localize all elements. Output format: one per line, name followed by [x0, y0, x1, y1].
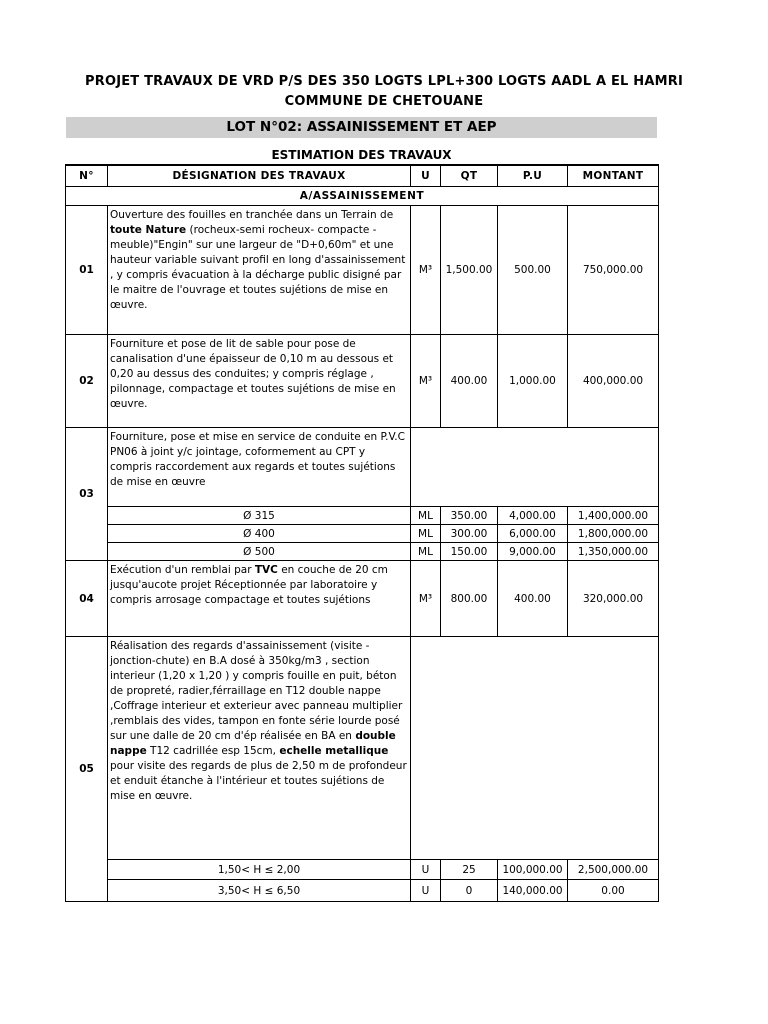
item-qty: 1,500.00: [441, 206, 498, 335]
table-row-item04: [66, 561, 659, 637]
item-empty-cell: [411, 637, 659, 860]
desc-text: (rocheux-semi rocheux- compacte - meuble)"Engin" sur une largeur de "D+0,60m" et une hauteur variable suivant profil en long d'assainissement , y compris évacuation à la décharge public disigné par le maitre de l'ouvrage et toutes sujétions de mise en œuvre.: [110, 224, 406, 311]
desc-text: Réalisation des regards d'assainissement (visite - jonction-chute) en B.A dosé à 350kg/m3 , section interieur (1,20 x 1,20 ) y compris fouille en puit, béton de propreté, radier,férraillage en T12 double nappe ,Coffrage interieur et exterieur avec panneau multiplier ,remblais des vides, tampon en fonte série lourde posé sur une dalle de 20 cm d'ép réalisée en BA en: [110, 640, 403, 742]
desc-bold-text: toute Nature: [110, 224, 187, 236]
item-number: 03: [66, 428, 108, 561]
header-price: P.U: [498, 165, 568, 187]
document-title-line2: COMMUNE DE CHETOUANE: [284, 94, 484, 109]
section-title: A/ASSAINISSEMENT: [66, 187, 659, 206]
item-description: [108, 206, 411, 335]
table-row-item05: [66, 637, 659, 860]
sub-label: Ø 315: [108, 507, 411, 525]
table-row-item02: [66, 335, 659, 428]
item-unit: M³: [411, 561, 441, 637]
sub-qty: 150.00: [441, 543, 498, 561]
desc-text: pour visite des regards de plus de 2,50 m de profondeur et enduit étanche à l'intérieur et toutes sujétions de mise en œuvre.: [110, 760, 407, 802]
item-amount: 320,000.00: [568, 561, 659, 637]
item-price: 500.00: [498, 206, 568, 335]
table-row-sub: [66, 860, 659, 880]
desc-text: Ouverture des fouilles en tranchée dans un Terrain de: [110, 209, 394, 221]
header-amount: MONTANT: [568, 165, 659, 187]
sub-unit: ML: [411, 543, 441, 561]
header-qty: QT: [441, 165, 498, 187]
table-row-sub: [66, 507, 659, 525]
sub-unit: U: [411, 880, 441, 902]
desc-bold-text: double nappe: [110, 730, 396, 757]
sub-qty: 350.00: [441, 507, 498, 525]
sub-qty: 300.00: [441, 525, 498, 543]
document-title-line1: PROJET TRAVAUX DE VRD P/S DES 350 LOGTS LPL+300 LOGTS AADL A EL HAMRI: [85, 74, 683, 89]
sub-amount: 1,400,000.00: [568, 507, 659, 525]
sub-amount: 1,800,000.00: [568, 525, 659, 543]
lot-banner: LOT N°02: ASSAINISSEMENT ET AEP: [66, 117, 657, 138]
sub-unit: U: [411, 860, 441, 880]
item-number: 04: [66, 561, 108, 637]
sub-label: Ø 400: [108, 525, 411, 543]
header-unit: U: [411, 165, 441, 187]
item-description: Fourniture, pose et mise en service de conduite en P.V.C PN06 à joint y/c jointage, coformement au CPT y compris raccordement aux regards et toutes sujétions de mise en œuvre: [108, 428, 411, 507]
table-row-sub: [66, 543, 659, 561]
item-empty-cell: [411, 428, 659, 507]
desc-bold-text: echelle metallique: [279, 745, 389, 757]
table-row-sub: [66, 525, 659, 543]
sub-label: 1,50< H ≤ 2,00: [108, 860, 411, 880]
item-unit: M³: [411, 335, 441, 428]
item-number: 02: [66, 335, 108, 428]
desc-text: T12 cadrillée esp 15cm,: [146, 745, 280, 757]
item-description: Fourniture et pose de lit de sable pour pose de canalisation d'une épaisseur de 0,10 m au dessous et 0,20 au dessus des conduites; y compris réglage , pilonnage, compactage et toutes sujétions de mise en œuvre.: [108, 335, 411, 428]
sub-price: 6,000.00: [498, 525, 568, 543]
item-number: 01: [66, 206, 108, 335]
sub-price: 140,000.00: [498, 880, 568, 902]
item-unit: M³: [411, 206, 441, 335]
sub-qty: 25: [441, 860, 498, 880]
desc-bold-text: TVC: [254, 564, 278, 576]
desc-text: Exécution d'un remblai par: [110, 564, 255, 576]
item-price: 1,000.00: [498, 335, 568, 428]
item-number: 05: [66, 637, 108, 902]
item-amount: 400,000.00: [568, 335, 659, 428]
table-header-row: [66, 165, 659, 187]
sub-label: Ø 500: [108, 543, 411, 561]
desc-text: en couche de 20 cm jusqu'aucote projet Réceptionnée par laboratoire y compris arrosage compactage et toutes sujétions: [110, 564, 388, 606]
sub-price: 4,000.00: [498, 507, 568, 525]
item-description: [108, 637, 411, 860]
sub-unit: ML: [411, 525, 441, 543]
item-qty: 400.00: [441, 335, 498, 428]
sub-price: 9,000.00: [498, 543, 568, 561]
sub-unit: ML: [411, 507, 441, 525]
item-price: 400.00: [498, 561, 568, 637]
table-row-item03: [66, 428, 659, 507]
sub-label: 3,50< H ≤ 6,50: [108, 880, 411, 902]
table-row-sub: [66, 880, 659, 902]
section-row: [66, 187, 659, 206]
item-qty: 800.00: [441, 561, 498, 637]
estimation-table: [65, 164, 659, 902]
table-row-item01: [66, 206, 659, 335]
item-description: [108, 561, 411, 637]
sub-amount: 0.00: [568, 880, 659, 902]
sub-amount: 1,350,000.00: [568, 543, 659, 561]
sub-qty: 0: [441, 880, 498, 902]
estimation-subtitle: ESTIMATION DES TRAVAUX: [271, 148, 452, 162]
item-amount: 750,000.00: [568, 206, 659, 335]
sub-amount: 2,500,000.00: [568, 860, 659, 880]
header-designation: DÉSIGNATION DES TRAVAUX: [108, 165, 411, 187]
header-num: N°: [66, 165, 108, 187]
sub-price: 100,000.00: [498, 860, 568, 880]
